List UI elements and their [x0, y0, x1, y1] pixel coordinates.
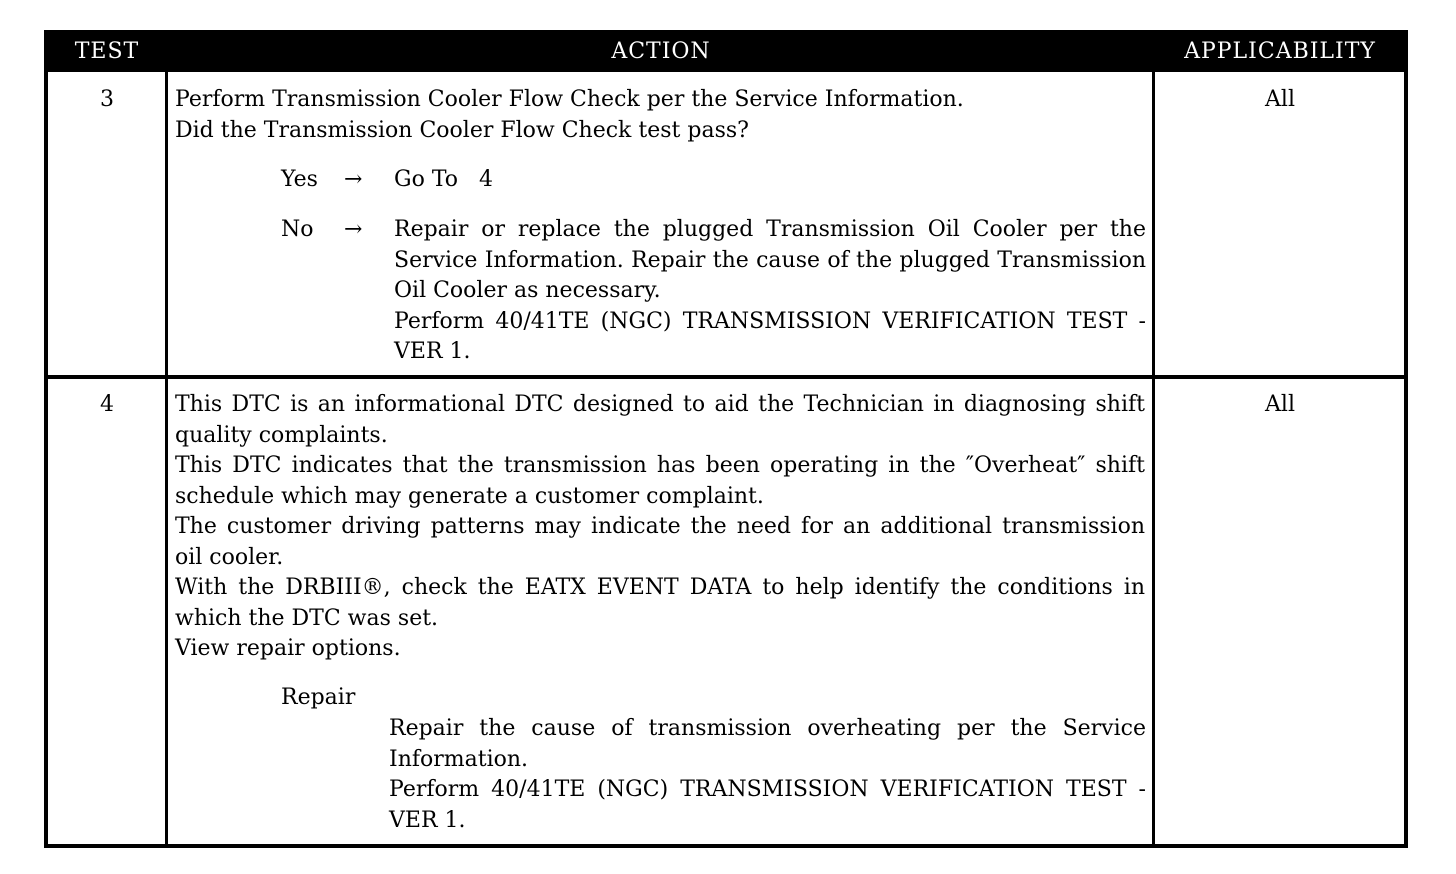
repair-label: Repair — [281, 685, 356, 710]
yes-label: Yes — [281, 167, 318, 192]
arrow-icon: → — [344, 167, 363, 192]
repair-action-text: Repair the cause of transmission overheating per the Service Information. — [389, 716, 1146, 772]
no-action — [394, 215, 1146, 368]
action-paragraph: This DTC is an informational DTC designed to aid the Technician in diagnosing shift quality complaints. — [175, 392, 1145, 448]
diagnostic-table — [44, 30, 1408, 848]
no-label: No — [281, 217, 314, 242]
test-number: 4 — [100, 392, 114, 417]
header-applicability: APPLICABILITY — [1184, 39, 1376, 64]
arrow-icon: → — [344, 217, 363, 242]
yes-action[interactable]: Go To 4 — [394, 167, 493, 192]
action-paragraph: View repair options. — [175, 636, 401, 661]
action-text — [175, 390, 1145, 665]
action-line: Perform Transmission Cooler Flow Check per the Service Information. — [175, 87, 964, 112]
table-header — [48, 34, 1404, 72]
header-test: TEST — [74, 39, 140, 64]
action-paragraph: The customer driving patterns may indicate the need for an additional transmission oil cooler. — [175, 514, 1145, 570]
column-divider — [165, 72, 168, 844]
action-paragraph: With the DRBIII®, check the EATX EVENT DATA to help identify the conditions in which the DTC was set. — [175, 575, 1145, 631]
applicability-value: All — [1265, 87, 1295, 112]
row-divider — [48, 375, 1404, 379]
header-action: ACTION — [611, 39, 711, 64]
repair-action — [389, 714, 1146, 836]
action-paragraph: This DTC indicates that the transmission has been operating in the ″Overheat″ shift schedule which may generate a customer complaint. — [175, 453, 1145, 509]
no-action-text: Repair or replace the plugged Transmission Oil Cooler per the Service Information. Repair the cause of the plugged Transmission Oil Cooler as necessary. — [394, 217, 1146, 303]
action-line: Did the Transmission Cooler Flow Check test pass? — [175, 117, 749, 143]
column-divider — [1152, 72, 1155, 844]
no-action-verify: Perform 40/41TE (NGC) TRANSMISSION VERIFICATION TEST - VER 1. — [394, 308, 1146, 364]
test-number: 3 — [100, 87, 114, 112]
repair-action-verify: Perform 40/41TE (NGC) TRANSMISSION VERIFICATION TEST - VER 1. — [389, 777, 1146, 833]
applicability-value: All — [1265, 392, 1295, 417]
action-text — [175, 85, 1145, 146]
